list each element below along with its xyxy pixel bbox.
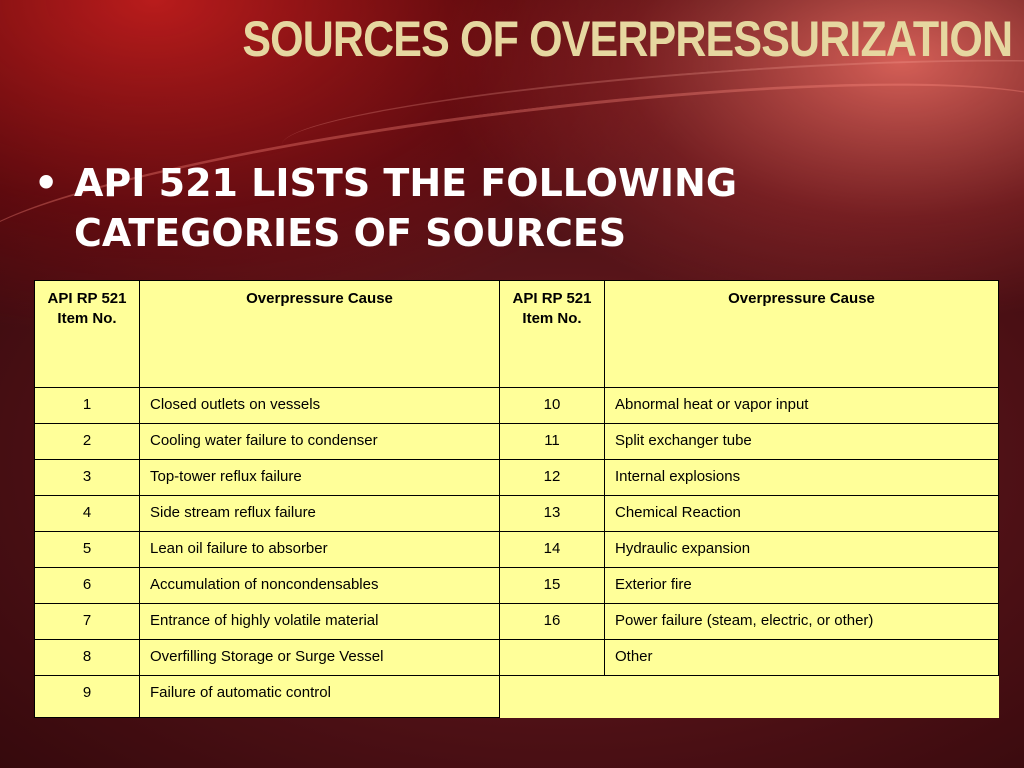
- bullet-point: [34, 158, 934, 258]
- cause-cell: Failure of automatic control: [140, 676, 500, 718]
- cause-cell: Entrance of highly volatile material: [140, 604, 500, 640]
- header-item-no-right: API RP 521 Item No.: [500, 281, 605, 388]
- header-item-no-left: API RP 521 Item No.: [35, 281, 140, 388]
- cause-cell: Closed outlets on vessels: [140, 388, 500, 424]
- bullet-text: API 521 LISTS THE FOLLOWING CATEGORIES OF SOURCES: [74, 161, 738, 255]
- item-number: 15: [500, 568, 605, 604]
- item-number: 2: [35, 424, 140, 460]
- cause-cell: Cooling water failure to condenser: [140, 424, 500, 460]
- item-number: 6: [35, 568, 140, 604]
- header-cause-left: Overpressure Cause: [140, 281, 500, 388]
- item-number: 7: [35, 604, 140, 640]
- item-number: [500, 640, 605, 676]
- header-cause-right: Overpressure Cause: [605, 281, 999, 388]
- table-row: [35, 532, 999, 568]
- cause-cell: Other: [605, 640, 999, 676]
- table-row: [35, 496, 999, 532]
- cause-cell: Power failure (steam, electric, or other): [605, 604, 999, 640]
- cause-cell: Top-tower reflux failure: [140, 460, 500, 496]
- table-row: [35, 424, 999, 460]
- item-number: 11: [500, 424, 605, 460]
- cause-cell: Side stream reflux failure: [140, 496, 500, 532]
- item-number: 4: [35, 496, 140, 532]
- table-header-row: [35, 281, 999, 388]
- table-row: [35, 640, 999, 676]
- overpressure-causes-table: [34, 280, 999, 718]
- table-row: [35, 604, 999, 640]
- cause-cell: Accumulation of noncondensables: [140, 568, 500, 604]
- item-number: 12: [500, 460, 605, 496]
- bullet-marker: •: [34, 161, 59, 205]
- cause-cell: Split exchanger tube: [605, 424, 999, 460]
- cause-cell: Lean oil failure to absorber: [140, 532, 500, 568]
- item-number: 8: [35, 640, 140, 676]
- item-number: 14: [500, 532, 605, 568]
- cause-cell: Chemical Reaction: [605, 496, 999, 532]
- cause-cell: Hydraulic expansion: [605, 532, 999, 568]
- empty-cell: [605, 676, 999, 718]
- item-number: 9: [35, 676, 140, 718]
- item-number: 3: [35, 460, 140, 496]
- empty-cell: [500, 676, 605, 718]
- table-row: [35, 568, 999, 604]
- cause-cell: Exterior fire: [605, 568, 999, 604]
- table-row: [35, 460, 999, 496]
- item-number: 13: [500, 496, 605, 532]
- item-number: 5: [35, 532, 140, 568]
- item-number: 10: [500, 388, 605, 424]
- cause-cell: Overfilling Storage or Surge Vessel: [140, 640, 500, 676]
- table-row: [35, 676, 999, 718]
- cause-cell: Internal explosions: [605, 460, 999, 496]
- table-row: [35, 388, 999, 424]
- item-number: 16: [500, 604, 605, 640]
- cause-cell: Abnormal heat or vapor input: [605, 388, 999, 424]
- item-number: 1: [35, 388, 140, 424]
- slide-title: SOURCES OF OVERPRESSURIZATION: [242, 11, 1012, 67]
